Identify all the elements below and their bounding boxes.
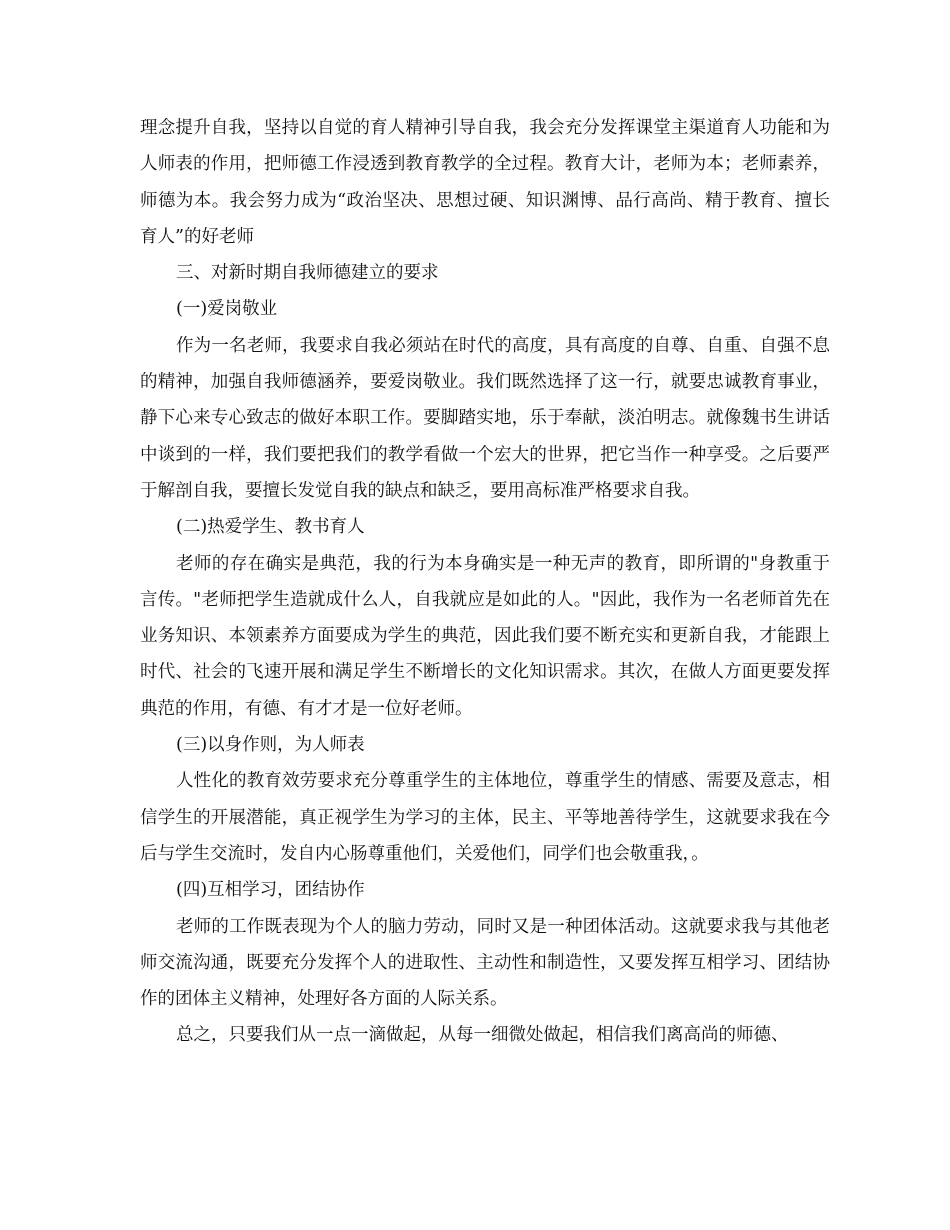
paragraph-cooperation: 老师的工作既表现为个人的脑力劳动，同时又是一种团体活动。这就要求我与其他老师交流沟通，既要充分发挥个人的进取性、主动性和制造性，又要发挥互相学习、团结协作的团体主义精神，处理好各方面的人际关系。 [140, 916, 830, 1010]
paragraph-intro: 理念提升自我，坚持以自觉的育人精神引导自我，我会充分发挥课堂主渠道育人功能和为人师表的作用，把师德工作浸透到教育教学的全过程。教育大计，老师为本；老师素养，师德为本。我会努力成为“政治坚决、思想过硬、知识渊博、品行高尚、精于教育、擅长育人”的好老师 [140, 118, 830, 247]
subheading-3: (三)以身作则，为人师表 [176, 735, 365, 756]
subheading-4: (四)互相学习，团结协作 [176, 880, 365, 901]
document-body [140, 110, 830, 1054]
paragraph-role-model: 老师的存在确实是典范，我的行为本身确实是一种无声的教育，即所谓的"身教重于言传。"老师把学生造就成什么人，自我就应是如此的人。"因此，我作为一名老师首先在业务知识、本领素养方面要成为学生的典范，因此我们要不断充实和更新自我，才能跟上时代、社会的飞速开展和满足学生不断增长的文化知识需求。其次，在做人方面更要发挥典范的作用，有德、有才才是一位好老师。 [140, 553, 830, 719]
paragraph-respect: 人性化的教育效劳要求充分尊重学生的主体地位，尊重学生的情感、需要及意志，相信学生的开展潜能，真正视学生为学习的主体，民主、平等地善待学生，这就要求我在今后与学生交流时，发自内心肠尊重他们，关爱他们，同学们也会敬重我，。 [140, 771, 830, 864]
paragraph-conclusion: 总之，只要我们从一点一滴做起，从每一细微处做起，相信我们离高尚的师德、 [176, 1025, 789, 1046]
subheading-1: (一)爱岗敬业 [176, 299, 278, 320]
subheading-2: (二)热爱学生、教书育人 [176, 517, 365, 538]
section-heading-3: 三、对新时期自我师德建立的要求 [176, 263, 439, 284]
paragraph-dedication: 作为一名老师，我要求自我必须站在时代的高度，具有高度的自尊、自重、自强不息的精神，加强自我师德涵养，要爱岗敬业。我们既然选择了这一行，就要忠诚教育事业，静下心来专心致志的做好本职工作。要脚踏实地，乐于奉献，淡泊明志。就像魏书生讲话中谈到的一样，我们要把我们的教学看做一个宏大的世界，把它当作一种享受。之后要严于解剖自我，要擅长发觉自我的缺点和缺乏，要用高标准严格要求自我。 [140, 335, 830, 501]
